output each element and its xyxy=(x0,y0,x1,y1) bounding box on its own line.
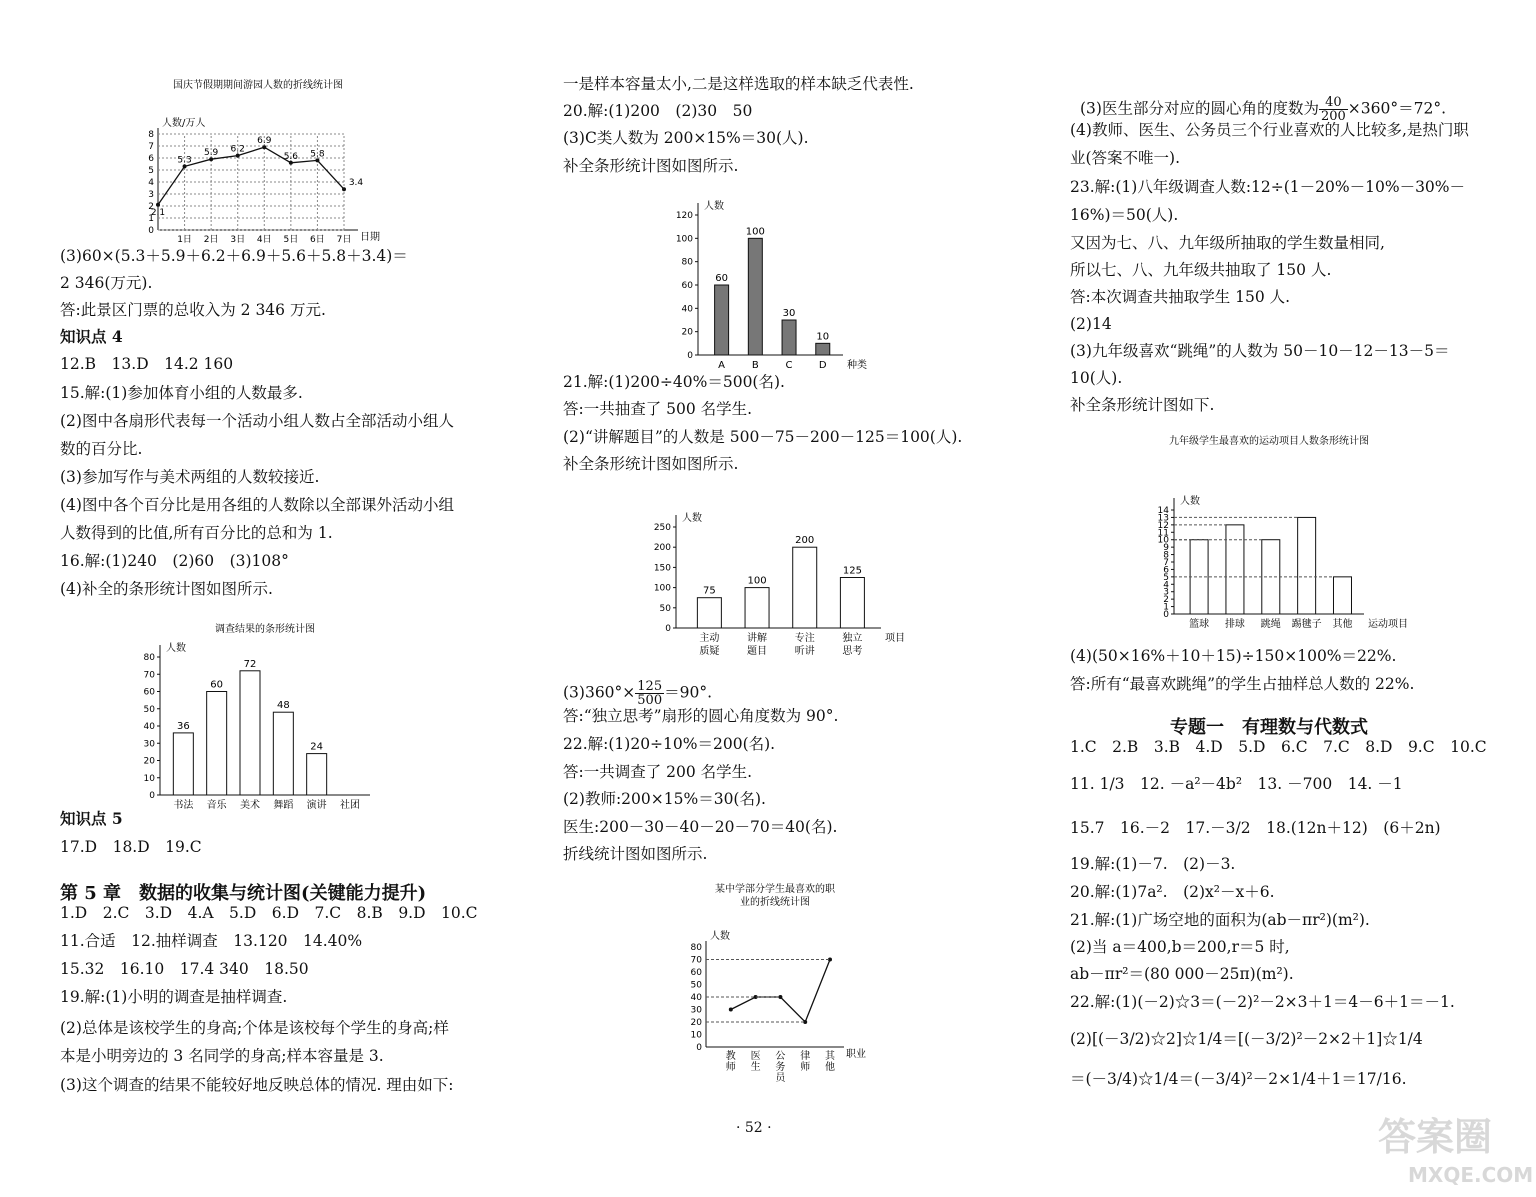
y-tick-label: 100 xyxy=(653,583,671,594)
y-tick-label: 10 xyxy=(690,1030,702,1041)
x-tick-label: 跳绳 xyxy=(1260,619,1281,630)
x-tick-label: 医 xyxy=(750,1051,761,1062)
x-tick-label: 3日 xyxy=(230,235,246,245)
line-chart-visitors xyxy=(130,78,390,253)
x-tick-label: 讲解 xyxy=(747,633,768,644)
watermark-logo xyxy=(1372,1106,1532,1191)
bar xyxy=(782,320,796,355)
y-tick-label: 10 xyxy=(143,773,155,784)
y-axis-label: 人数 xyxy=(1180,496,1200,507)
y-tick-label: 5 xyxy=(1163,572,1169,583)
bar xyxy=(207,692,227,796)
x-tick-label: 师 xyxy=(725,1062,736,1073)
y-tick-label: 40 xyxy=(143,722,155,732)
data-label: 6.9 xyxy=(257,136,272,147)
text-line: 20.解:(1)200 (2)30 50 xyxy=(563,102,753,120)
y-tick-label: 250 xyxy=(653,523,671,533)
chart-title: 业的折线统计图 xyxy=(740,897,810,908)
text-line: (2)14 xyxy=(1070,315,1112,333)
fraction: $\frac{125}{500}$ xyxy=(637,679,663,708)
y-tick-label: 6 xyxy=(1163,565,1169,576)
data-label: 2.1 xyxy=(150,207,166,218)
text-line: 医生:200－30－40－20－70＝40(名). xyxy=(563,818,838,836)
text-line: 12.B 13.D 14.2 160 xyxy=(60,355,234,373)
bar xyxy=(240,671,260,795)
x-tick-label: 员 xyxy=(775,1073,786,1084)
text-line: 折线统计图如图所示. xyxy=(563,845,708,863)
text-line: 答:所有“最喜欢跳绳”的学生占抽样总人数的 22%. xyxy=(1070,675,1415,693)
text-line: 19.解:(1)－7. (2)－3. xyxy=(1070,855,1236,873)
y-tick-label: 120 xyxy=(675,211,693,221)
text-line: 补全条形统计图如下. xyxy=(1070,396,1215,414)
text-line: (3)这个调查的结果不能较好地反映总体的情况. 理由如下: xyxy=(60,1076,454,1094)
text-line: 人数得到的比值,所有百分比的总和为 1. xyxy=(60,524,333,542)
bar-value-label: 100 xyxy=(747,575,767,587)
text-line: 数的百分比. xyxy=(60,440,143,458)
text-line: 22.解:(1)(－2)☆3＝(－2)²－2×3＋1＝4－6＋1＝－1. xyxy=(1070,993,1455,1011)
data-label: 3.4 xyxy=(348,178,364,189)
y-tick-label: 50 xyxy=(690,980,702,991)
x-tick-label: 7日 xyxy=(336,235,352,245)
y-tick-label: 10 xyxy=(1157,535,1169,546)
bar-value-label: 75 xyxy=(703,585,716,597)
bar-value-label: 200 xyxy=(795,535,815,547)
bar-value-label: 48 xyxy=(276,700,290,712)
data-label: 5.6 xyxy=(283,151,299,162)
x-tick-label: 主动 xyxy=(699,633,720,644)
x-axis-label: 项目 xyxy=(885,633,905,644)
y-tick-label: 9 xyxy=(1163,543,1169,554)
bar-value-label: 100 xyxy=(745,226,765,238)
x-tick-label: 质疑 xyxy=(699,646,720,657)
data-label: 5.9 xyxy=(203,148,219,159)
y-axis-label: 人数/万人 xyxy=(162,118,206,129)
y-tick-label: 200 xyxy=(653,543,671,554)
bar xyxy=(745,588,769,628)
x-axis-label: 职业 xyxy=(846,1049,866,1060)
bar xyxy=(697,598,721,628)
bar xyxy=(715,285,729,355)
text-line: 15.32 16.10 17.4 340 18.50 xyxy=(60,960,309,978)
bar xyxy=(307,754,327,795)
y-tick-label: 150 xyxy=(653,563,671,574)
y-tick-label: 0 xyxy=(1163,610,1169,620)
text-line: (2)“讲解题目”的人数是 500－75－200－125＝100(人). xyxy=(563,428,963,446)
bar-value-label: 72 xyxy=(243,658,257,670)
x-axis-label: 种类 xyxy=(847,360,867,371)
text-line: (4)图中各个百分比是用各组的人数除以全部课外活动小组 xyxy=(60,496,454,514)
bar-value-label: 30 xyxy=(782,308,796,319)
line-chart-careers xyxy=(670,882,870,1087)
text-line: (2)教师:200×15%＝30(名). xyxy=(563,790,766,808)
chart-title: 国庆节假期期间游园人数的折线统计图 xyxy=(173,80,343,91)
text-line: 2 346(万元). xyxy=(60,274,153,292)
y-tick-label: 30 xyxy=(690,1005,702,1016)
x-tick-label: 排球 xyxy=(1224,619,1245,630)
bar xyxy=(748,238,762,355)
x-tick-label: 律 xyxy=(800,1051,811,1062)
data-point xyxy=(729,1008,733,1012)
text-line: 一是样本容量太小,二是这样选取的样本缺乏代表性. xyxy=(563,75,914,93)
y-tick-label: 40 xyxy=(681,304,693,315)
y-tick-label: 60 xyxy=(690,968,702,978)
chart-title: 九年级学生最喜欢的运动项目人数条形统计图 xyxy=(1169,436,1369,447)
y-tick-label: 80 xyxy=(681,257,693,268)
x-tick-label: 生 xyxy=(750,1062,761,1073)
text-line: 又因为七、八、九年级所抽取的学生数量相同, xyxy=(1070,234,1385,252)
y-tick-label: 11 xyxy=(1157,528,1169,539)
text-line: 答:此景区门票的总收入为 2 346 万元. xyxy=(60,301,326,319)
bar-value-label: 36 xyxy=(176,720,190,732)
y-tick-label: 2 xyxy=(1163,595,1169,606)
y-tick-label: 14 xyxy=(1157,506,1169,516)
text-line: 19.解:(1)小明的调查是抽样调查. xyxy=(60,988,288,1006)
text-line: 补全条形统计图如图所示. xyxy=(563,157,739,175)
bar-value-label: 10 xyxy=(816,331,830,343)
bar-chart-sports xyxy=(1150,432,1408,652)
bar-chart-activities xyxy=(130,620,390,820)
y-tick-label: 4 xyxy=(148,178,154,188)
data-point xyxy=(778,995,782,999)
text-line: (4)补全的条形统计图如图所示. xyxy=(60,580,273,598)
x-tick-label: 舞蹈 xyxy=(273,800,294,811)
text-line: 16%)＝50(人). xyxy=(1070,206,1179,224)
text-line: ab－πr²＝(80 000－25π)(m²). xyxy=(1070,965,1294,983)
x-tick-label: D xyxy=(818,360,827,371)
x-tick-label: B xyxy=(751,360,759,371)
x-tick-label: 1日 xyxy=(177,235,192,245)
y-tick-label: 7 xyxy=(1163,558,1169,568)
text-line: (4)教师、医生、公务员三个行业喜欢的人比较多,是热门职 xyxy=(1070,121,1469,139)
x-tick-label: 6日 xyxy=(310,235,325,245)
text-line: (3)C类人数为 200×15%＝30(人). xyxy=(563,129,809,147)
y-tick-label: 4 xyxy=(1163,580,1169,591)
y-tick-label: 3 xyxy=(148,190,154,200)
bar xyxy=(816,343,830,355)
y-tick-label: 0 xyxy=(687,351,693,361)
y-tick-label: 0 xyxy=(665,624,671,634)
x-axis-label: 日期 xyxy=(360,232,380,243)
data-point xyxy=(156,203,160,207)
y-tick-label: 1 xyxy=(1163,602,1169,613)
formula-line: (3)360°× $\frac{125}{500}$ ＝90°. xyxy=(563,679,713,708)
text-line: 答:“独立思考”扇形的圆心角度数为 90°. xyxy=(563,707,839,725)
text-line: 业(答案不唯一). xyxy=(1070,149,1181,167)
x-tick-label: 篮球 xyxy=(1189,619,1210,630)
text-line: 15.7 16.－2 17.－3/2 18.(12n＋12) (6＋2n) xyxy=(1070,819,1441,837)
text-line: (2)[(－3/2)☆2]☆1/4＝[(－3/2)²－2×2＋1]☆1/4 xyxy=(1070,1030,1423,1048)
x-tick-label: 公 xyxy=(775,1051,786,1062)
bar xyxy=(1226,525,1244,614)
x-tick-label: A xyxy=(718,360,726,371)
y-tick-label: 60 xyxy=(143,687,155,698)
text-line: 1.C 2.B 3.B 4.D 5.D 6.C 7.C 8.D 9.C 10.C xyxy=(1070,738,1487,756)
y-tick-label: 5 xyxy=(148,166,154,176)
bar xyxy=(173,733,193,795)
series-line xyxy=(731,960,830,1023)
y-tick-label: 80 xyxy=(143,653,155,663)
text-line: (2)图中各扇形代表每一个活动小组人数占全部活动小组人 xyxy=(60,412,454,430)
x-tick-label: 独立 xyxy=(842,633,863,644)
text-line: 1.D 2.C 3.D 4.A 5.D 6.D 7.C 8.B 9.D 10.C xyxy=(60,904,478,922)
text-line: 补全条形统计图如图所示. xyxy=(563,455,739,473)
x-tick-label: 美术 xyxy=(240,800,260,811)
data-label: 5.8 xyxy=(310,149,325,160)
text-line: (4)(50×16%＋10＋15)÷150×100%＝22%. xyxy=(1070,647,1397,665)
data-label: 5.3 xyxy=(177,155,192,166)
text-line: 答:本次调查共抽取学生 150 人. xyxy=(1070,288,1291,306)
bar-value-label: 60 xyxy=(210,679,224,691)
x-tick-label: 听讲 xyxy=(794,646,815,657)
x-tick-label: 其他 xyxy=(1332,619,1353,630)
y-tick-label: 0 xyxy=(148,226,154,236)
text-line: 22.解:(1)20÷10%＝200(名). xyxy=(563,735,776,753)
text-line: 11. 1/3 12. －a²－4b² 13. －700 14. －1 xyxy=(1070,775,1403,793)
text-line: 20.解:(1)7a². (2)x²－x＋6. xyxy=(1070,883,1275,901)
x-tick-label: 4日 xyxy=(256,235,272,245)
text-line: 23.解:(1)八年级调查人数:12÷(1－20%－10%－30%－ xyxy=(1070,178,1466,196)
text-line: (2)当 a＝400,b＝200,r＝5 时, xyxy=(1070,938,1290,956)
data-point xyxy=(342,187,346,191)
x-tick-label: 思考 xyxy=(842,646,863,657)
text-line: 所以七、八、九年级共抽取了 150 人. xyxy=(1070,261,1332,279)
y-tick-label: 40 xyxy=(690,993,702,1003)
y-tick-label: 20 xyxy=(143,756,155,767)
svg-text:答案圈: 答案圈 xyxy=(1378,1115,1493,1159)
y-tick-label: 2 xyxy=(148,202,154,212)
y-axis-label: 人数 xyxy=(704,201,724,212)
text-line: 知识点 5 xyxy=(60,809,123,828)
bar xyxy=(1298,517,1316,614)
y-axis-label: 人数 xyxy=(682,513,702,524)
fraction: $\frac{40}{200}$ xyxy=(1320,95,1346,124)
text-line: 11.合适 12.抽样调查 13.120 14.40% xyxy=(60,932,363,950)
y-tick-label: 30 xyxy=(143,739,155,750)
y-axis-label: 人数 xyxy=(710,931,730,942)
x-tick-label: 演讲 xyxy=(306,800,327,811)
x-axis-label: 运动项目 xyxy=(1368,619,1408,630)
text-line: 17.D 18.D 19.C xyxy=(60,838,202,856)
y-tick-label: 8 xyxy=(1163,550,1169,561)
text-line: 10(人). xyxy=(1070,369,1123,387)
y-tick-label: 20 xyxy=(690,1018,702,1028)
text-line: (3)九年级喜欢“跳绳”的人数为 50－10－12－13－5＝ xyxy=(1070,342,1450,360)
y-tick-label: 1 xyxy=(148,214,154,224)
text-line: 15.解:(1)参加体育小组的人数最多. xyxy=(60,384,303,402)
y-tick-label: 0 xyxy=(696,1043,702,1053)
page-number: · 52 · xyxy=(736,1120,772,1136)
text-line: (3)60×(5.3＋5.9＋6.2＋6.9＋5.6＋5.8＋3.4)＝ xyxy=(60,247,408,265)
x-tick-label: 音乐 xyxy=(206,800,227,811)
x-tick-label: 务 xyxy=(775,1062,786,1073)
bar xyxy=(840,578,864,629)
x-tick-label: 5日 xyxy=(283,235,299,245)
chapter-heading: 第 5 章 数据的收集与统计图(关键能力提升) xyxy=(60,883,427,904)
topic-heading: 专题一 有理数与代数式 xyxy=(1170,717,1368,738)
x-tick-label: 他 xyxy=(825,1062,835,1073)
x-tick-label: 踢毽子 xyxy=(1291,619,1322,630)
bar-chart-learning xyxy=(640,495,905,675)
y-tick-label: 8 xyxy=(148,130,154,140)
y-tick-label: 60 xyxy=(681,281,693,291)
bar-chart-types xyxy=(660,190,870,375)
x-tick-label: 专注 xyxy=(794,633,815,644)
svg-text:MXQE.COM: MXQE.COM xyxy=(1408,1163,1534,1187)
y-tick-label: 0 xyxy=(149,791,155,801)
text-line: ＝(－3/4)☆1/4＝(－3/4)²－2×1/4＋1＝17/16. xyxy=(1070,1070,1407,1088)
text-line: 答:一共抽查了 500 名学生. xyxy=(563,400,753,418)
bar xyxy=(1333,577,1351,614)
x-tick-label: C xyxy=(785,360,793,371)
x-tick-label: 书法 xyxy=(173,800,194,811)
x-tick-label: 其 xyxy=(825,1051,835,1062)
chart-title: 调查结果的条形统计图 xyxy=(215,624,315,635)
formula-line-top: (3)医生部分对应的圆心角的度数为 $\frac{40}{200}$ ×360°＝72°. xyxy=(1080,95,1447,124)
text-line: 答:一共调查了 200 名学生. xyxy=(563,763,753,781)
y-tick-label: 70 xyxy=(143,670,155,681)
y-tick-label: 13 xyxy=(1157,513,1169,524)
text-line: 21.解:(1)200÷40%＝500(名). xyxy=(563,373,785,391)
y-tick-label: 20 xyxy=(681,327,693,338)
y-tick-label: 100 xyxy=(675,234,693,245)
text-line: 知识点 4 xyxy=(60,327,123,346)
text-line: 21.解:(1)广场空地的面积为(ab－πr²)(m²). xyxy=(1070,911,1370,929)
data-label: 6.2 xyxy=(230,144,245,155)
x-tick-label: 社团 xyxy=(340,800,360,811)
text-line: (3)参加写作与美术两组的人数较接近. xyxy=(60,468,320,486)
text-line: 16.解:(1)240 (2)60 (3)108° xyxy=(60,552,289,570)
y-tick-label: 6 xyxy=(148,154,154,164)
bar-value-label: 125 xyxy=(842,565,862,577)
chart-title: 某中学部分学生最喜欢的职 xyxy=(715,884,835,895)
text-line: (2)总体是该校学生的身高;个体是该校每个学生的身高;样 xyxy=(60,1019,449,1037)
x-tick-label: 题目 xyxy=(747,646,768,657)
x-tick-label: 2日 xyxy=(203,235,219,245)
y-tick-label: 12 xyxy=(1157,520,1169,531)
y-tick-label: 50 xyxy=(659,603,671,614)
y-tick-label: 70 xyxy=(690,955,702,966)
x-tick-label: 教 xyxy=(725,1051,736,1062)
bar-value-label: 24 xyxy=(310,741,324,753)
bar-value-label: 60 xyxy=(715,273,728,284)
text-line: 本是小明旁边的 3 名同学的身高;样本容量是 3. xyxy=(60,1047,384,1065)
y-axis-label: 人数 xyxy=(166,643,186,654)
y-tick-label: 80 xyxy=(690,943,702,953)
y-tick-label: 3 xyxy=(1163,587,1169,598)
bar xyxy=(273,712,293,795)
y-tick-label: 50 xyxy=(143,704,155,715)
bar xyxy=(793,547,817,628)
y-tick-label: 7 xyxy=(148,142,154,152)
x-tick-label: 师 xyxy=(800,1062,811,1073)
